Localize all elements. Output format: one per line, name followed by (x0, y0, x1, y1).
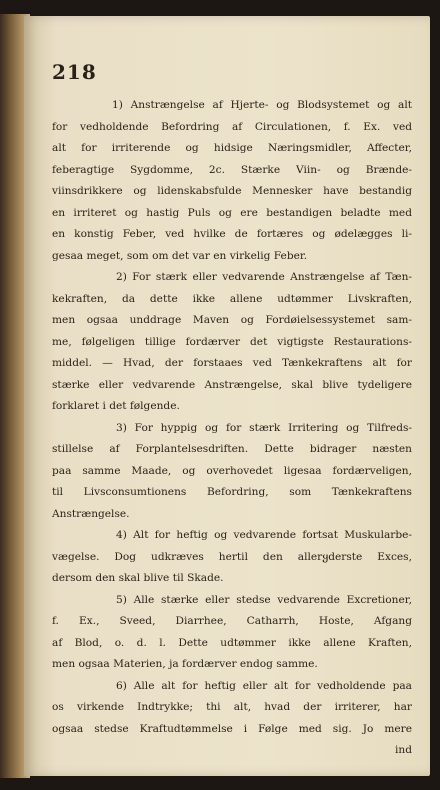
text-line: stærke eller vedvarende Anstrængelse, skal blive tydeligere (52, 378, 412, 391)
text-line: 5) Alle stærke eller stedse vedvarende Excretioner, (116, 593, 412, 606)
text-line: 6) Alle alt for heftig eller alt for vedholdende paa (116, 679, 412, 692)
text-line: viinsdrikkere og lidenskabsfulde Mennesker have bestandig (52, 185, 412, 197)
text-line: kekraften, da dette ikke allene udtømmer Livskraften, (52, 292, 412, 305)
text-line: men ogsaa unddrage Maven og Fordøielsessystemet sam- (52, 314, 412, 326)
text-line: 4) Alt for heftig og vedvarende fortsat Muskularbe- (116, 529, 412, 541)
text-line: 2) For stærk eller vedvarende Anstrængelse af Tæn- (116, 271, 412, 283)
text-line: ogsaa stedse Kraftudtømmelse i Følge med sig. Jo mere (52, 722, 412, 735)
text-line: os virkende Indtrykke; thi alt, hvad der irriterer, har (52, 701, 412, 713)
text-line: f. Ex., Sveed, Diarrhee, Catharrh, Hoste, Afgang (52, 615, 412, 627)
text-line: forklaret i det følgende. (52, 400, 180, 412)
text-line: me, følgeligen tillige fordærver det vigtigste Restaurations- (52, 335, 412, 348)
text-line: men ogsaa Materien, ja fordærver endog samme. (52, 658, 318, 670)
text-line: Anstrængelse. (52, 507, 130, 520)
catchword: ind (395, 744, 412, 756)
text-line: middel. — Hvad, der forstaaes ved Tænkekraftens alt for (52, 357, 412, 369)
text-line: 1) Anstrængelse af Hjerte- og Blodsystemet og alt (112, 99, 412, 111)
text-line: 3) For hyppig og for stærk Irritering og Tilfreds- (116, 421, 412, 434)
text-line: vægelse. Dog udkræves hertil den allerყderste Exces, (52, 550, 412, 563)
text-line: alt for irriterende og hidsige Næringsmidler, Affecter, (52, 142, 412, 154)
text-line: for vedholdende Befordring af Circulationen, f. Ex. ved (52, 120, 412, 133)
text-line: en irriteret og hastig Puls og ere bestandigen beladte med (52, 206, 412, 219)
text-line: feberagtige Sygdomme, 2c. Stærke Viin- og Brænde- (52, 163, 412, 176)
text-line: paa samme Maade, og overhovedet ligesaa fordærveligen, (52, 464, 412, 477)
text-line: stillelse af Forplantelsesdriften. Dette bidrager næsten (52, 443, 412, 455)
text-line: dersom den skal blive til Skade. (52, 572, 224, 584)
text-line: til Livsconsumtionens Befordring, som Tænkekraftens (52, 486, 412, 498)
text-line: gesaa meget, som om det var en virkelig Feber. (52, 249, 308, 262)
page-text (52, 95, 412, 762)
text-line: en konstig Feber, ved hvilke de fortæres og ødelægges li- (52, 228, 412, 240)
page-number: 218 (52, 60, 97, 84)
text-line: af Blod, o. d. l. Dette udtømmer ikke allene Kraften, (52, 636, 412, 649)
